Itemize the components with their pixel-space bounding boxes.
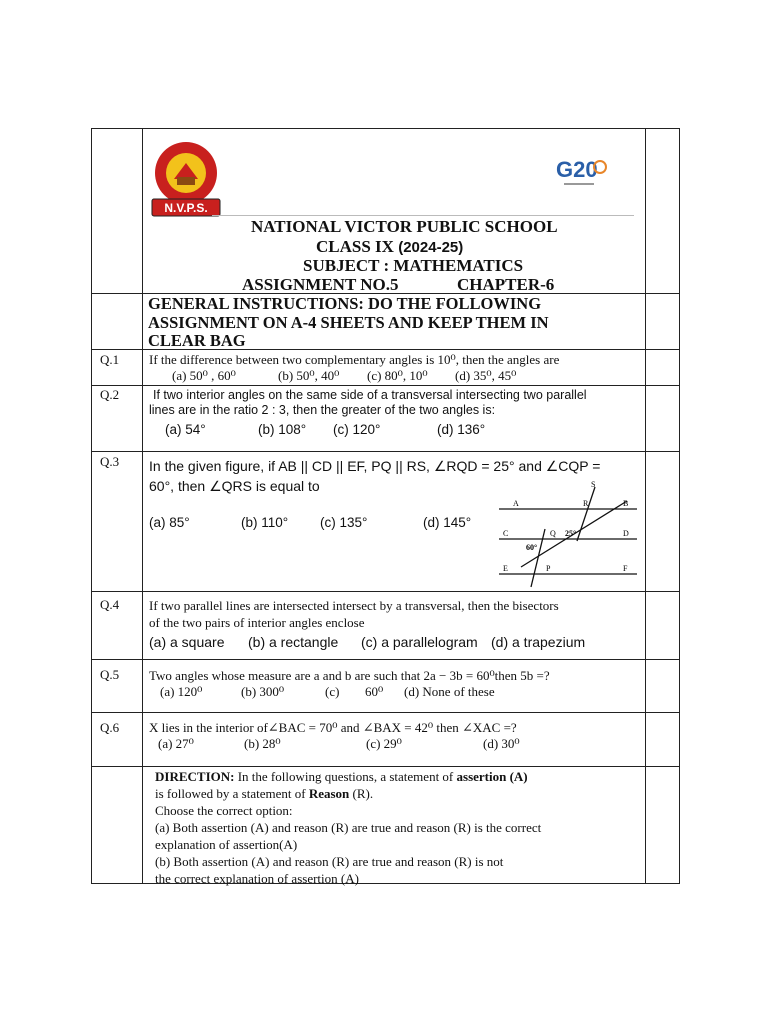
label-q: Q bbox=[550, 529, 556, 538]
logo-text: N.V.P.S. bbox=[164, 201, 208, 215]
class-line bbox=[316, 237, 463, 257]
option-b: (b) a rectangle bbox=[248, 634, 339, 650]
option-a: (a) 85° bbox=[149, 515, 190, 530]
option-c: (c) 29⁰ bbox=[366, 736, 402, 751]
question-text: Two angles whose measure are a and b are such that 2a − 3b = 60⁰then 5b =? bbox=[149, 668, 550, 683]
row-divider bbox=[92, 451, 679, 452]
question-number: Q.1 bbox=[100, 352, 120, 367]
question-text: lines are in the ratio 2 : 3, then the greater of the two angles is: bbox=[149, 403, 496, 417]
direction-line-3: Choose the correct option: bbox=[155, 803, 293, 818]
direction-line-7: the correct explanation of assertion (A) bbox=[155, 871, 359, 886]
direction-text: is followed by a statement of bbox=[155, 786, 309, 801]
instructions-line-3: CLEAR BAG bbox=[148, 331, 246, 350]
option-d: (d) 136° bbox=[437, 422, 486, 437]
direction-label: DIRECTION: bbox=[155, 769, 235, 784]
class-label: CLASS IX bbox=[316, 237, 394, 256]
label-d: D bbox=[623, 529, 629, 538]
option-b: (b) 50⁰, 40⁰ bbox=[278, 368, 340, 383]
option-d: (d) None of these bbox=[404, 684, 495, 699]
label-e: E bbox=[503, 564, 508, 573]
option-c: (c) 120° bbox=[333, 422, 381, 437]
question-text: If two interior angles on the same side of a transversal intersecting two parallel bbox=[153, 388, 587, 402]
option-b: (b) 300⁰ bbox=[241, 684, 285, 699]
option-c-value: 60⁰ bbox=[365, 684, 384, 699]
option-c: (c) 135° bbox=[320, 515, 368, 530]
g20-logo bbox=[554, 151, 614, 191]
direction-line-2 bbox=[155, 785, 373, 802]
question-text: If the difference between two complementary angles is 10⁰, then the angles are bbox=[149, 352, 560, 367]
question-number: Q.5 bbox=[100, 667, 120, 682]
label-a: A bbox=[513, 499, 519, 508]
direction-line-6: (b) Both assertion (A) and reason (R) are true and reason (R) is not bbox=[155, 854, 504, 869]
school-logo bbox=[146, 139, 226, 219]
option-a: (a) 54° bbox=[165, 422, 206, 437]
option-d: (d) 30⁰ bbox=[483, 736, 520, 751]
question-text: 60°, then ∠QRS is equal to bbox=[149, 478, 320, 494]
row-divider bbox=[92, 385, 679, 386]
direction-line-1 bbox=[155, 768, 528, 785]
assertion-label: assertion (A) bbox=[456, 769, 528, 784]
option-a: (a) a square bbox=[149, 634, 225, 650]
question-text: of the two pairs of interior angles enclose bbox=[149, 615, 365, 630]
label-c: C bbox=[503, 529, 509, 538]
session-label: (2024-25) bbox=[398, 239, 464, 256]
label-s: S bbox=[591, 480, 596, 489]
school-name: NATIONAL VICTOR PUBLIC SCHOOL bbox=[251, 217, 558, 236]
direction-text: (R). bbox=[349, 786, 374, 801]
line-rs bbox=[577, 487, 595, 541]
option-a: (a) 27⁰ bbox=[158, 736, 194, 751]
label-r: R bbox=[583, 499, 589, 508]
g20-text: G20 bbox=[556, 157, 598, 182]
question-number: Q.4 bbox=[100, 597, 120, 612]
instructions-line-1: GENERAL INSTRUCTIONS: DO THE FOLLOWING bbox=[148, 294, 542, 313]
direction-text: In the following questions, a statement of bbox=[234, 769, 457, 784]
option-c: (c) 80⁰, 10⁰ bbox=[367, 368, 428, 383]
row-divider bbox=[92, 659, 679, 660]
instructions-line-2: ASSIGNMENT ON A-4 SHEETS AND KEEP THEM IN bbox=[148, 313, 549, 332]
row-divider bbox=[92, 591, 679, 592]
option-c: (c) a parallelogram bbox=[361, 634, 478, 650]
angle-25-label: 25° bbox=[565, 529, 577, 538]
direction-line-4: (a) Both assertion (A) and reason (R) are true and reason (R) is the correct bbox=[155, 820, 542, 835]
option-d: (d) 35⁰, 45⁰ bbox=[455, 368, 517, 383]
question-text: X lies in the interior of∠BAC = 70⁰ and ∠BAX = 42⁰ then ∠XAC =? bbox=[149, 720, 517, 735]
question-text: In the given figure, if AB || CD || EF, PQ || RS, ∠RQD = 25° and ∠CQP = bbox=[149, 458, 601, 474]
column-divider-left bbox=[142, 129, 143, 883]
angle-60-label: 60° bbox=[526, 543, 538, 552]
option-a: (a) 50⁰ , 60⁰ bbox=[172, 368, 236, 383]
row-divider bbox=[92, 766, 679, 767]
option-a: (a) 120⁰ bbox=[160, 684, 203, 699]
label-p: P bbox=[546, 564, 551, 573]
option-d: (d) a trapezium bbox=[491, 634, 586, 650]
assignment-number: ASSIGNMENT NO.5 bbox=[242, 275, 399, 294]
option-b: (b) 108° bbox=[258, 422, 307, 437]
reason-label: Reason bbox=[308, 786, 350, 801]
label-f: F bbox=[623, 564, 628, 573]
column-divider-right bbox=[645, 129, 646, 883]
question-text: If two parallel lines are intersected intersect by a transversal, then the bisectors bbox=[149, 598, 559, 613]
row-divider bbox=[92, 712, 679, 713]
header-separator bbox=[212, 215, 634, 216]
direction-line-5: explanation of assertion(A) bbox=[155, 837, 298, 852]
option-b: (b) 28⁰ bbox=[244, 736, 281, 751]
option-b: (b) 110° bbox=[241, 515, 289, 530]
assignment-sheet bbox=[91, 128, 680, 884]
question-number: Q.6 bbox=[100, 720, 120, 735]
option-c: (c) bbox=[325, 684, 340, 699]
question-number: Q.2 bbox=[100, 387, 120, 402]
chapter-label: CHAPTER-6 bbox=[457, 275, 555, 294]
line-pq bbox=[531, 529, 545, 587]
option-d: (d) 145° bbox=[423, 515, 472, 530]
question-number: Q.3 bbox=[100, 454, 120, 469]
subject-line: SUBJECT : MATHEMATICS bbox=[303, 256, 524, 275]
geometry-figure bbox=[493, 479, 643, 589]
label-b: B bbox=[623, 499, 629, 508]
